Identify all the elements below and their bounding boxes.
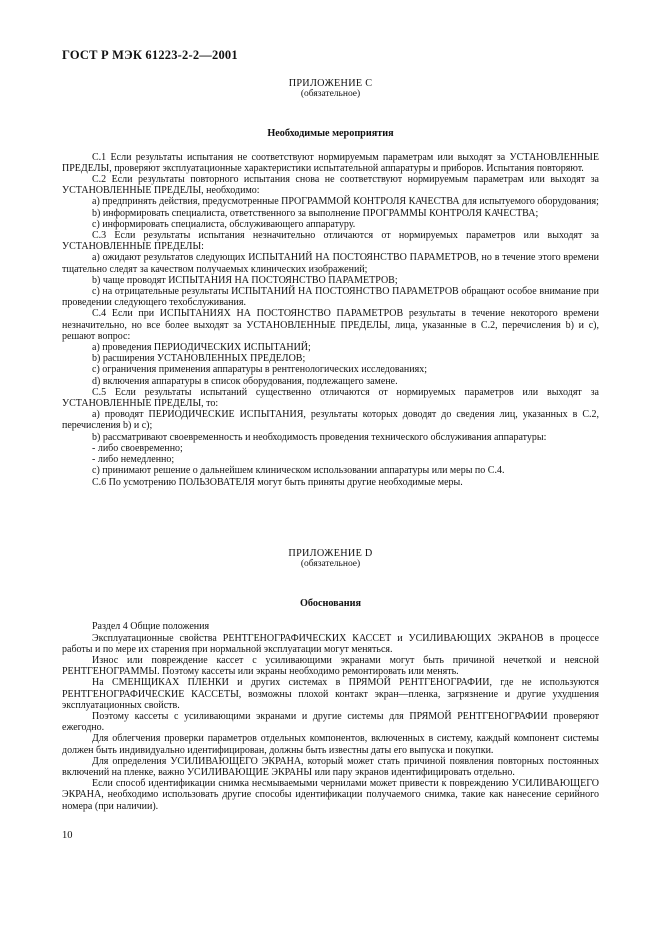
appendix-d-heading: Обоснования — [299, 598, 362, 610]
c-list-item: а) проводят ПЕРИОДИЧЕСКИЕ ИСПЫТАНИЯ, результаты которых доводят до сведения лиц, указанных в С.2, перечисления b) и с); — [62, 409, 599, 432]
c-list-item: а) предпринять действия, предусмотренные ПРОГРАММОЙ КОНТРОЛЯ КАЧЕСТВА для испытуемого оборудования; — [92, 196, 599, 208]
d-paragraph: Износ или повреждение кассет с усиливающими экранами могут быть причиной нечеткой и неясной РЕНТГЕНОГРАММЫ. Поэтому кассеты или экраны необходимо ремонтировать или менять. — [62, 654, 599, 678]
c-list-item: с) на отрицательные результаты ИСПЫТАНИЙ НА ПОСТОЯНСТВО ПАРАМЕТРОВ обращают особое внимание при проведении следующего техобслуживания. — [62, 286, 599, 309]
c-list-item: с) информировать специалиста, обслуживающего аппаратуру. — [92, 218, 356, 230]
c-paragraph: С.3 Если результаты испытания незначительно отличаются от нормируемых параметров или выходят за УСТАНОВЛЕННЫЕ ПРЕДЕЛЫ: — [62, 230, 599, 253]
c-paragraph: С.1 Если результаты испытания не соответствуют нормируемым параметрам или выходят за УСТАНОВЛЕННЫЕ ПРЕДЕЛЫ, проверяют эксплуатационные характеристики испытательной аппаратуры и приборов. Испытания повторяют. — [62, 151, 599, 174]
c-list-item: b) расширения УСТАНОВЛЕННЫХ ПРЕДЕЛОВ; — [92, 353, 306, 365]
c-paragraph: С.5 Если результаты испытаний существенно отличаются от нормируемых параметров или выходят за УСТАНОВЛЕННЫЕ ПРЕДЕЛЫ, то: — [62, 386, 599, 410]
c-paragraph: С.2 Если результаты повторного испытания снова не соответствуют нормируемым параметрам или выходят за УСТАНОВЛЕННЫЕ ПРЕДЕЛЫ, необходимо: — [62, 174, 599, 197]
appendix-c-title: ПРИЛОЖЕНИЕ С — [288, 78, 373, 89]
c-list-item: с) принимают решение о дальнейшем клиническом использовании аппаратуры или меры по С.4. — [92, 465, 505, 477]
appendix-d-subtitle: (обязательное) — [300, 558, 361, 569]
d-paragraph: Для облегчения проверки параметров отдельных компонентов, включенных в систему, каждый компонент системы должен быть индивидуально идентифицирован, должны быть известны даты его выпуска и покупки. — [62, 733, 599, 756]
d-paragraph: Для определения УСИЛИВАЮЩЕГО ЭКРАНА, который может стать причиной появления повторных постоянных включений на пленке, важно УСИЛИВАЮЩИЕ ЭКРАНЫ или пару экранов идентифицировать отдельно. — [62, 755, 599, 778]
appendix-d-title: ПРИЛОЖЕНИЕ D — [288, 547, 373, 559]
standard-header: ГОСТ Р МЭК 61223-2-2—2001 — [62, 48, 238, 62]
c-list-item: b) рассматривают своевременность и необходимость проведения технического обслуживания аппаратуры: — [92, 431, 547, 443]
c-list-item: - либо своевременно; — [92, 442, 183, 454]
c-list-item: а) проведения ПЕРИОДИЧЕСКИХ ИСПЫТАНИЙ; — [92, 342, 311, 354]
c-list-item: а) ожидают результатов следующих ИСПЫТАНИЙ НА ПОСТОЯНСТВО ПАРАМЕТРОВ, но в течение этого времени тщательно следят за качеством получаемых клинических изображений; — [62, 252, 599, 275]
d-paragraph: Если способ идентификации снимка несмываемыми чернилами может привести к повреждению УСИЛИВАЮЩЕГО ЭКРАНА, необходимо использовать другие способы идентификации получаемого снимка, такие как нанесение серийного номера (при наличии). — [62, 778, 599, 812]
c-list-item: - либо немедленно; — [92, 454, 175, 466]
d-paragraph: Эксплуатационные свойства РЕНТГЕНОГРАФИЧЕСКИХ КАССЕТ и УСИЛИВАЮЩИХ ЭКРАНОВ в процессе работы и по мере их старения при нормальной эксплуатации могут меняться. — [62, 632, 599, 655]
c-list-item: b) информировать специалиста, ответственного за выполнение ПРОГРАММЫ КОНТРОЛЯ КАЧЕСТВА; — [92, 207, 539, 219]
c-list-item: d) включения аппаратуры в список оборудования, подлежащего замене. — [92, 375, 398, 387]
appendix-c-heading: Необходимые мероприятия — [267, 128, 394, 140]
c-paragraph: С.4 Если при ИСПЫТАНИЯХ НА ПОСТОЯНСТВО ПАРАМЕТРОВ результаты в течение некоторого времени незначительно, но все более выходят за УСТАНОВЛЕННЫЕ ПРЕДЕЛЫ, лица, указанные в С.2, перечисления b) и с), решают вопрос: — [62, 308, 599, 342]
document-body — [62, 78, 599, 812]
d-paragraph: Раздел 4 Общие положения — [92, 621, 210, 633]
d-paragraph: Поэтому кассеты с усиливающими экранами и другие системы для ПРЯМОЙ РЕНТГЕНОГРАФИИ проверяют ежегодно. — [62, 710, 599, 734]
page-number: 10 — [62, 830, 73, 841]
c-list-item: с) ограничения применения аппаратуры в рентгенологических исследованиях; — [92, 364, 427, 376]
c-paragraph: С.6 По усмотрению ПОЛЬЗОВАТЕЛЯ могут быть приняты другие необходимые меры. — [92, 476, 463, 488]
c-list-item: b) чаще проводят ИСПЫТАНИЯ НА ПОСТОЯНСТВО ПАРАМЕТРОВ; — [92, 274, 398, 286]
appendix-c-subtitle: (обязательное) — [300, 89, 361, 100]
d-paragraph: На СМЕНЩИКАХ ПЛЕНКИ и других системах в ПРЯМОЙ РЕНТГЕНОГРАФИИ, где не используются РЕНТГЕНОГРАФИЧЕСКИЕ КАССЕТЫ, возможны плохой контакт экран—пленка, загрязнение и другие ухудшения эксплуатационных свойств. — [62, 677, 599, 711]
